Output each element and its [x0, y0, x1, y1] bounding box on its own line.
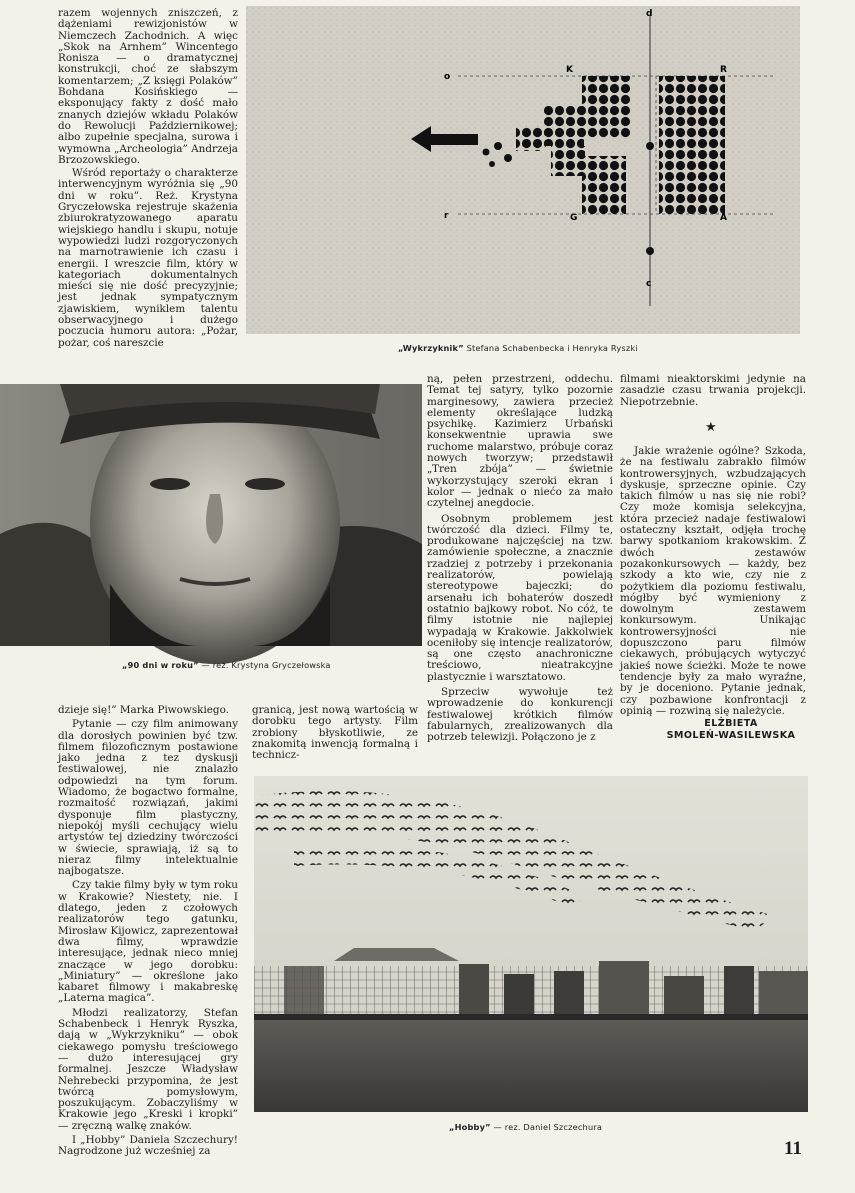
- paragraph: filmami nieaktorskimi jedynie na zasadzie czasu trwania projekcji. Niepotrzebnie.: [620, 373, 806, 408]
- text-column-middle-right: [620, 445, 806, 717]
- paragraph: dzieje się!” Marka Piwowskiego.: [58, 704, 229, 716]
- paragraph: razem wojennych zniszczeń, z dążeniami rewizjonistów w Niemczech Zachodnich. A więc „Skok na Arnhem” Wincentego Ronisza — o dramatycznej konstrukcji, choć ze słabszym komentarzem; „Z księgi Polaków” Bohdana Kosińskiego — eksponujący fakty z dość mało znanych dziejów wkładu Polaków do Rewolucji Październikowej; albo zupełnie specjalna, surowa i wymowna „Archeologia” Andrzeja Brzozowskiego.: [58, 7, 238, 166]
- text-column-bottom-middle: [252, 704, 418, 762]
- text-column-middle-right-top: [620, 374, 806, 414]
- paragraph: Wśród reportaży o charakterze interwencyjnym wyróżnia się „90 dni w roku”. Reż. Krystyna Gryczełowska rejestruje skażenia zbiurokratyzowanego aparatu wiejskiego handlu i skupu, notuje wypowiedzi ludzi rozgoryczonych na marnotrawienie ich czasu i energii. I wreszcie film, który w kategoriach dokumentalnych mieści się nie dość precyzyjnie; jest jednak sympatycznym zjawiskiem, wyniklem talentu obserwacyjnego i dużego poczucia humoru autora: „Pożar, pożar, coś nareszcie: [58, 167, 238, 349]
- wykrzyknik-figure: [246, 6, 800, 334]
- caption-hobby: [449, 1122, 602, 1132]
- letter-a: A: [720, 213, 727, 223]
- portrait-photo: [0, 384, 422, 646]
- author-last-name: SMOLEŃ-WASILEWSKA: [666, 730, 796, 741]
- letter-r-upper: R: [720, 65, 727, 75]
- caption-text: — rez. Krystyna Gryczełowska: [198, 660, 331, 670]
- letter-o: o: [444, 72, 451, 82]
- hobby-artwork: [254, 776, 808, 1112]
- letter-c: c: [646, 279, 652, 289]
- hobby-figure: [254, 776, 808, 1112]
- paragraph: granicą, jest nową wartością w dorobku tego artysty. Film zrobiony błyskotliwie, ze znakomitą inwencją formalną i technicz-: [252, 704, 418, 762]
- page-number: 11: [784, 1138, 802, 1159]
- caption-title: „Wykrzyknik”: [398, 343, 464, 353]
- caption-title: „Hobby”: [449, 1122, 491, 1132]
- text-column-top-left: [58, 8, 238, 360]
- section-star: ★: [705, 420, 717, 435]
- caption-90-dni: [122, 660, 331, 670]
- caption-text: — rez. Daniel Szczechura: [490, 1122, 603, 1132]
- paragraph: Czy takie filmy były w tym roku w Krakowie? Niestety, nie. I dlatego, jeden z czołowych realizatorów tego gatunku, Mirosław Kijowicz, zaprezentował dwa filmy, wprawdzie interesujące, jednak nieco mniej znaczące w jego dorobku: „Miniatury” — określone jako kabaret filmowy i makabreskę „Laterna magica”.: [58, 879, 238, 1005]
- paragraph: I „Hobby” Daniela Szczechury! Nagrodzone już wcześniej za: [58, 1133, 238, 1158]
- portrait-artwork: [0, 384, 422, 646]
- paragraph: ną, pełen przestrzeni, oddechu. Temat tej satyry, tylko pozornie marginesowy, zawiera przecież elementy określające ludzką psychikę. Kazimierz Urbański konsekwentnie uprawia swe ruchome malarstwo, próbuje coraz nowych tworzyw; przedstawił „Tren zbója” — świetnie wykorzystujący szeroki ekran i kolor — jednak o niećo za mało czytelnej anegdocie.: [427, 373, 613, 510]
- author-first-name: ELŻBIETA: [704, 718, 758, 729]
- letter-g: G: [570, 213, 578, 223]
- author-signature: [640, 718, 822, 742]
- letter-d: d: [646, 9, 653, 19]
- paragraph: Osobnym problemem jest twórczość dla dzieci. Filmy te, produkowane najczęściej na tzw. zamówienie społeczne, a znacznie rzadziej z potrzeby i przekonania realizatorów, powielają stereotypowe bajeczki; do arsenału ich bohaterów doszedł ostatnio bajkowy robot. No cóż, te filmy istotnie nie najlepiej wypadają w Krakowie. Jakkolwiek oceniłoby się intencje realizatorów, są one często anachroniczne treściowo, nieatrakcyjne plastycznie i warsztatowo.: [427, 512, 613, 683]
- paragraph: Pytanie — czy film animowany dla dorosłych powinien być tzw. filmem filozoficznym postawione jako jedna z tez dyskusji festiwalowej, nie znalazło odpowiedzi na tym forum. Wiadomo, że bogactwo formalne, rozmaitość rozwiązań, jakimi dysponuje film plastyczny, niepokój myśli cechujący wielu artystów tej dziedziny twórczości w świecie, sprawiają, iż są to nieraz filmy intelektualnie najbogatsze.: [58, 718, 238, 878]
- letter-k: K: [566, 65, 573, 75]
- caption-wykrzyknik: [398, 343, 638, 353]
- caption-title: „90 dni w roku”: [122, 660, 199, 670]
- paragraph: Młodzi realizatorzy, Stefan Schabenbeck i Henryk Ryszka, dają w „Wykrzykniku” — obok ciekawego pomysłu treściowego — dużo interesującej gry formalnej. Jeszcze Władysław Nehrebecki przypomina, że jest twórcą pomysłowym, poszukującym. Zobaczyliśmy w Krakowie jego „Kreski i kropki” — zręczną walkę znaków.: [58, 1006, 238, 1132]
- paragraph: Jakie wrażenie ogólne? Szkoda, że na festiwalu zabrakło filmów kontrowersyjnych, wzbudzających dyskusje, sprzeczne opinie. Czy takich filmów u nas się nie robi? Czy może komisja selekcyjna, która przecież nadaje festiwalowi ostateczny kształt, odjęła trochę barwy spotkaniom krakowskim. Z dwóch zestawów pozakonkursowych — każdy, bez szkody a kto wie, czy nie z pożytkiem dla poziomu festiwalu, mógłby być wymieniony z dowolnym zestawem konkursowym. Unikając kontrowersyjności nie dopuszczono paru filmów ciekawych, próbujących wytyczyć jakieś nowe ścieżki. Może te nowe tendencje były za mało wyraźne, by je doceniono. Pytanie jednak, czy pozbawione konfrontacji z opinią — rozwiną się należycie.: [620, 445, 806, 717]
- wykrzyknik-artwork: [246, 6, 800, 334]
- text-column-bottom-left: [58, 704, 238, 1158]
- letter-r-lower: r: [444, 211, 449, 221]
- paragraph: Sprzeciw wywołuje też wprowadzenie do konkurencji festiwalowej krótkich filmów fabularnych, zrealizowanych dla potrzeb telewizji. Połączono je z: [427, 686, 613, 744]
- caption-text: Stefana Schabenbecka i Henryka Ryszki: [463, 343, 638, 353]
- text-column-middle-center: [427, 374, 613, 752]
